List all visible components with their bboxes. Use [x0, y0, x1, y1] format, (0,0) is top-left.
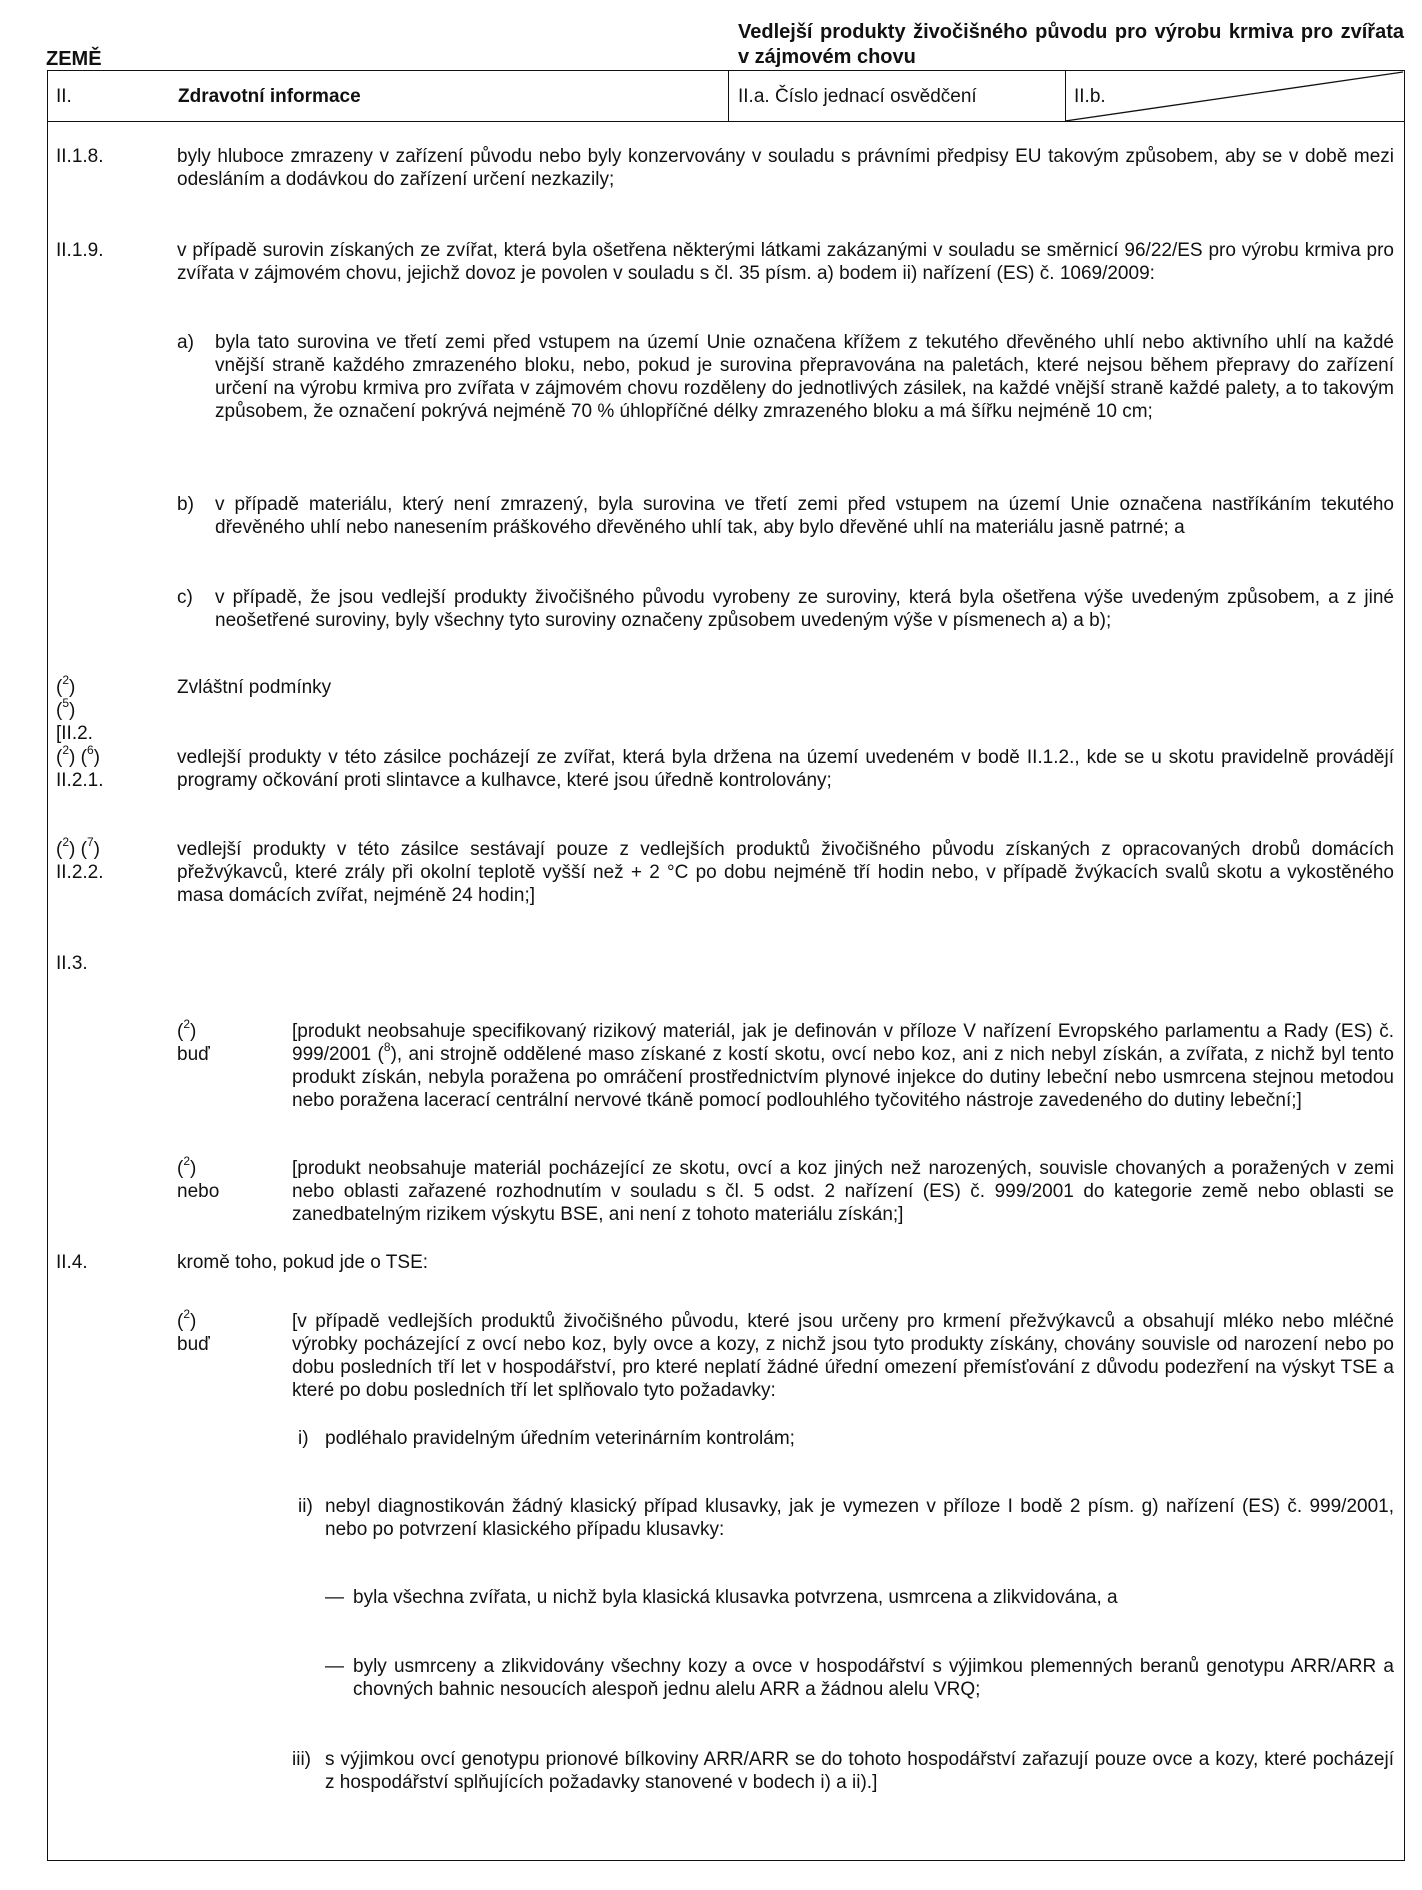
option-label: ($^2$) nebo: [177, 1153, 220, 1202]
item-text: kromě toho, pokud jde o TSE:: [177, 1252, 429, 1273]
dash-text: byla všechna zvířata, u nichž byla klasická klusavka potvrzena, usmrcena a zlikvidována, a: [353, 1587, 1118, 1608]
option-text: [produkt neobsahuje materiál pocházející ze skotu, ovcí a koz jiných než narozených, souvisle chovaných a poražených v zemi nebo oblasti zařazené rozhodnutím v souladu s čl. 5 odst. 2 nařízení (ES) č. 999/2001 do kategorie země nebo oblasti se zanedbatelným rizikem výskytu BSE, ani není z tohoto materiálu získán;]: [292, 1158, 1394, 1225]
item-code: ($^2$) ($^5$) [II.2.: [56, 672, 93, 744]
country-label: ZEMĚ: [46, 48, 102, 70]
subitem-label: iii): [292, 1749, 311, 1770]
subitem-label: i): [298, 1428, 309, 1449]
subitem-label: ii): [298, 1496, 313, 1517]
item-code: II.1.8.: [56, 146, 104, 167]
item-code: ($^2$) ($^6$) II.2.1.: [56, 742, 104, 791]
certificate-ref-label: II.a. Číslo jednací osvědčení: [738, 86, 977, 107]
subitem-text: podléhalo pravidelným úředním veterinárním kontrolám;: [325, 1428, 795, 1449]
section-title: Zdravotní informace: [178, 86, 361, 107]
option-text: [produkt neobsahuje specifikovaný rizikový materiál, jak je definován v příloze V nařízení Evropského parlamentu a Rady (ES) č. 999/2001 ($^8$), ani strojně oddělené maso získané z kostí skotu, ovcí nebo koz, ani z nich nebyl získán, a zvířata, z nichž byl tento produkt získán, nebyla poražena po omráčení prostřednictvím plynové injekce do dutiny lebeční nebo usmrcena stejnou metodou nebo poražena lacerací centrální nervové tkáně pomocí podlouhlého tyčovitého nástroje zavedeného do dutiny lebeční;]: [292, 1021, 1394, 1111]
item-code: II.4.: [56, 1252, 88, 1273]
subitem-text: v případě, že jsou vedlejší produkty živočišného původu vyrobeny ze suroviny, která byla ošetřena výše uvedeným způsobem, a z jiné neošetřené suroviny, byly všechny tyto suroviny označeny způsobem uvedeným výše v písmenech a) a b);: [215, 587, 1394, 631]
subitem-text: v případě materiálu, který není zmrazený, byla surovina ve třetí zemi před vstupem na území Unie označena nastříkáním tekutého dřevěného uhlí nebo nanesením práškového dřevěného uhlí tak, aby bylo dřevěné uhlí na materiálu jasně patrné; a: [215, 494, 1394, 538]
dash-text: byly usmrceny a zlikvidovány všechny kozy a ovce v hospodářství s výjimkou plemenných beranů genotypu ARR/ARR a chovných bahnic nesoucích alespoň jednu alelu ARR a žádnou alelu VRQ;: [353, 1656, 1394, 1700]
subitem-text: nebyl diagnostikován žádný klasický případ klusavky, jak je vymezen v příloze I bodě 2 písm. g) nařízení (ES) č. 999/2001, nebo po potvrzení klasického případu klusavky:: [325, 1496, 1394, 1540]
diagonal-strike: [1065, 71, 1405, 123]
item-text: Zvláštní podmínky: [177, 677, 332, 698]
item-code: ($^2$) ($^7$) II.2.2.: [56, 834, 104, 883]
header-divider: [728, 71, 729, 121]
subitem-label: b): [177, 494, 194, 515]
subitem-label: c): [177, 587, 193, 608]
subitem-text: byla tato surovina ve třetí zemi před vstupem na území Unie označena křížem z tekutého dřevěného uhlí nebo aktivního uhlí na každé vnější straně každého zmrazeného bloku, nebo, pokud je surovina přepravována na paletách, které nejsou během přepravy do zařízení určení na výrobu krmiva pro zvířata v zájmovém chovu rozděleny do jednotlivých zásilek, na každé vnější straně každé palety, a to takovým způsobem, že označení pokrývá nejméně 70 % úhlopříčné délky zmrazeného bloku a má šířku nejméně 10 cm;: [215, 332, 1394, 422]
header-table: [47, 70, 1405, 122]
document-title: Vedlejší produkty živočišného původu pro výrobu krmiva pro zvířata v zájmovém chovu: [738, 21, 1404, 68]
item-code: II.3.: [56, 953, 88, 974]
dash-marker: —: [325, 1656, 344, 1677]
option-text: [v případě vedlejších produktů živočišného původu, které jsou určeny pro krmení přežvýkavců a obsahují mléko nebo mléčné výrobky pocházející z ovcí nebo koz, byly ovce a kozy, z nichž jsou tyto produkty získány, chovány souvisle od narození nebo po dobu posledních tří let v hospodářství, pro které neplatí žádné úřední omezení přemísťování z důvodu podezření na výskyt TSE a které po dobu posledních tří let splňovalo tyto požadavky:: [292, 1311, 1394, 1401]
option-label: ($^2$) buď: [177, 1016, 210, 1065]
item-text: vedlejší produkty v této zásilce pocházejí ze zvířat, která byla držena na území uvedeném v bodě II.1.2., kde se u skotu pravidelně provádějí programy očkování proti slintavce a kulhavce, které jsou úředně kontrolovány;: [177, 747, 1394, 791]
dash-marker: —: [325, 1587, 344, 1608]
iib-label: II.b.: [1074, 86, 1106, 107]
section-number: II.: [56, 86, 72, 107]
item-text: v případě surovin získaných ze zvířat, která byla ošetřena některými látkami zakázanými v souladu se směrnicí 96/22/ES pro výrobu krmiva pro zvířata v zájmovém chovu, jejichž dovoz je povolen v souladu s čl. 35 písm. a) bodem ii) nařízení (ES) č. 1069/2009:: [177, 240, 1394, 284]
item-text: vedlejší produkty v této zásilce sestávají pouze z vedlejších produktů živočišného původu získaných z opracovaných drobů domácích přežvýkavců, které zrály při okolní teplotě vyšší než + 2 °C po dobu nejméně tří hodin nebo, v případě žvýkacích svalů skotu a vykostěného masa domácích zvířat, nejméně 24 hodin;]: [177, 839, 1394, 906]
subitem-label: a): [177, 332, 194, 353]
item-code: II.1.9.: [56, 240, 104, 261]
item-text: byly hluboce zmrazeny v zařízení původu nebo byly konzervovány v souladu s právními předpisy EU takovým způsobem, aby se v době mezi odesláním a dodávkou do zařízení určení nezkazily;: [177, 146, 1394, 190]
subitem-text: s výjimkou ovcí genotypu prionové bílkoviny ARR/ARR se do tohoto hospodářství zařazují pouze ovce a kozy, které pocházejí z hospodářství splňujících požadavky stanovené v bodech i) a ii).]: [325, 1749, 1394, 1793]
option-label: ($^2$) buď: [177, 1306, 210, 1355]
